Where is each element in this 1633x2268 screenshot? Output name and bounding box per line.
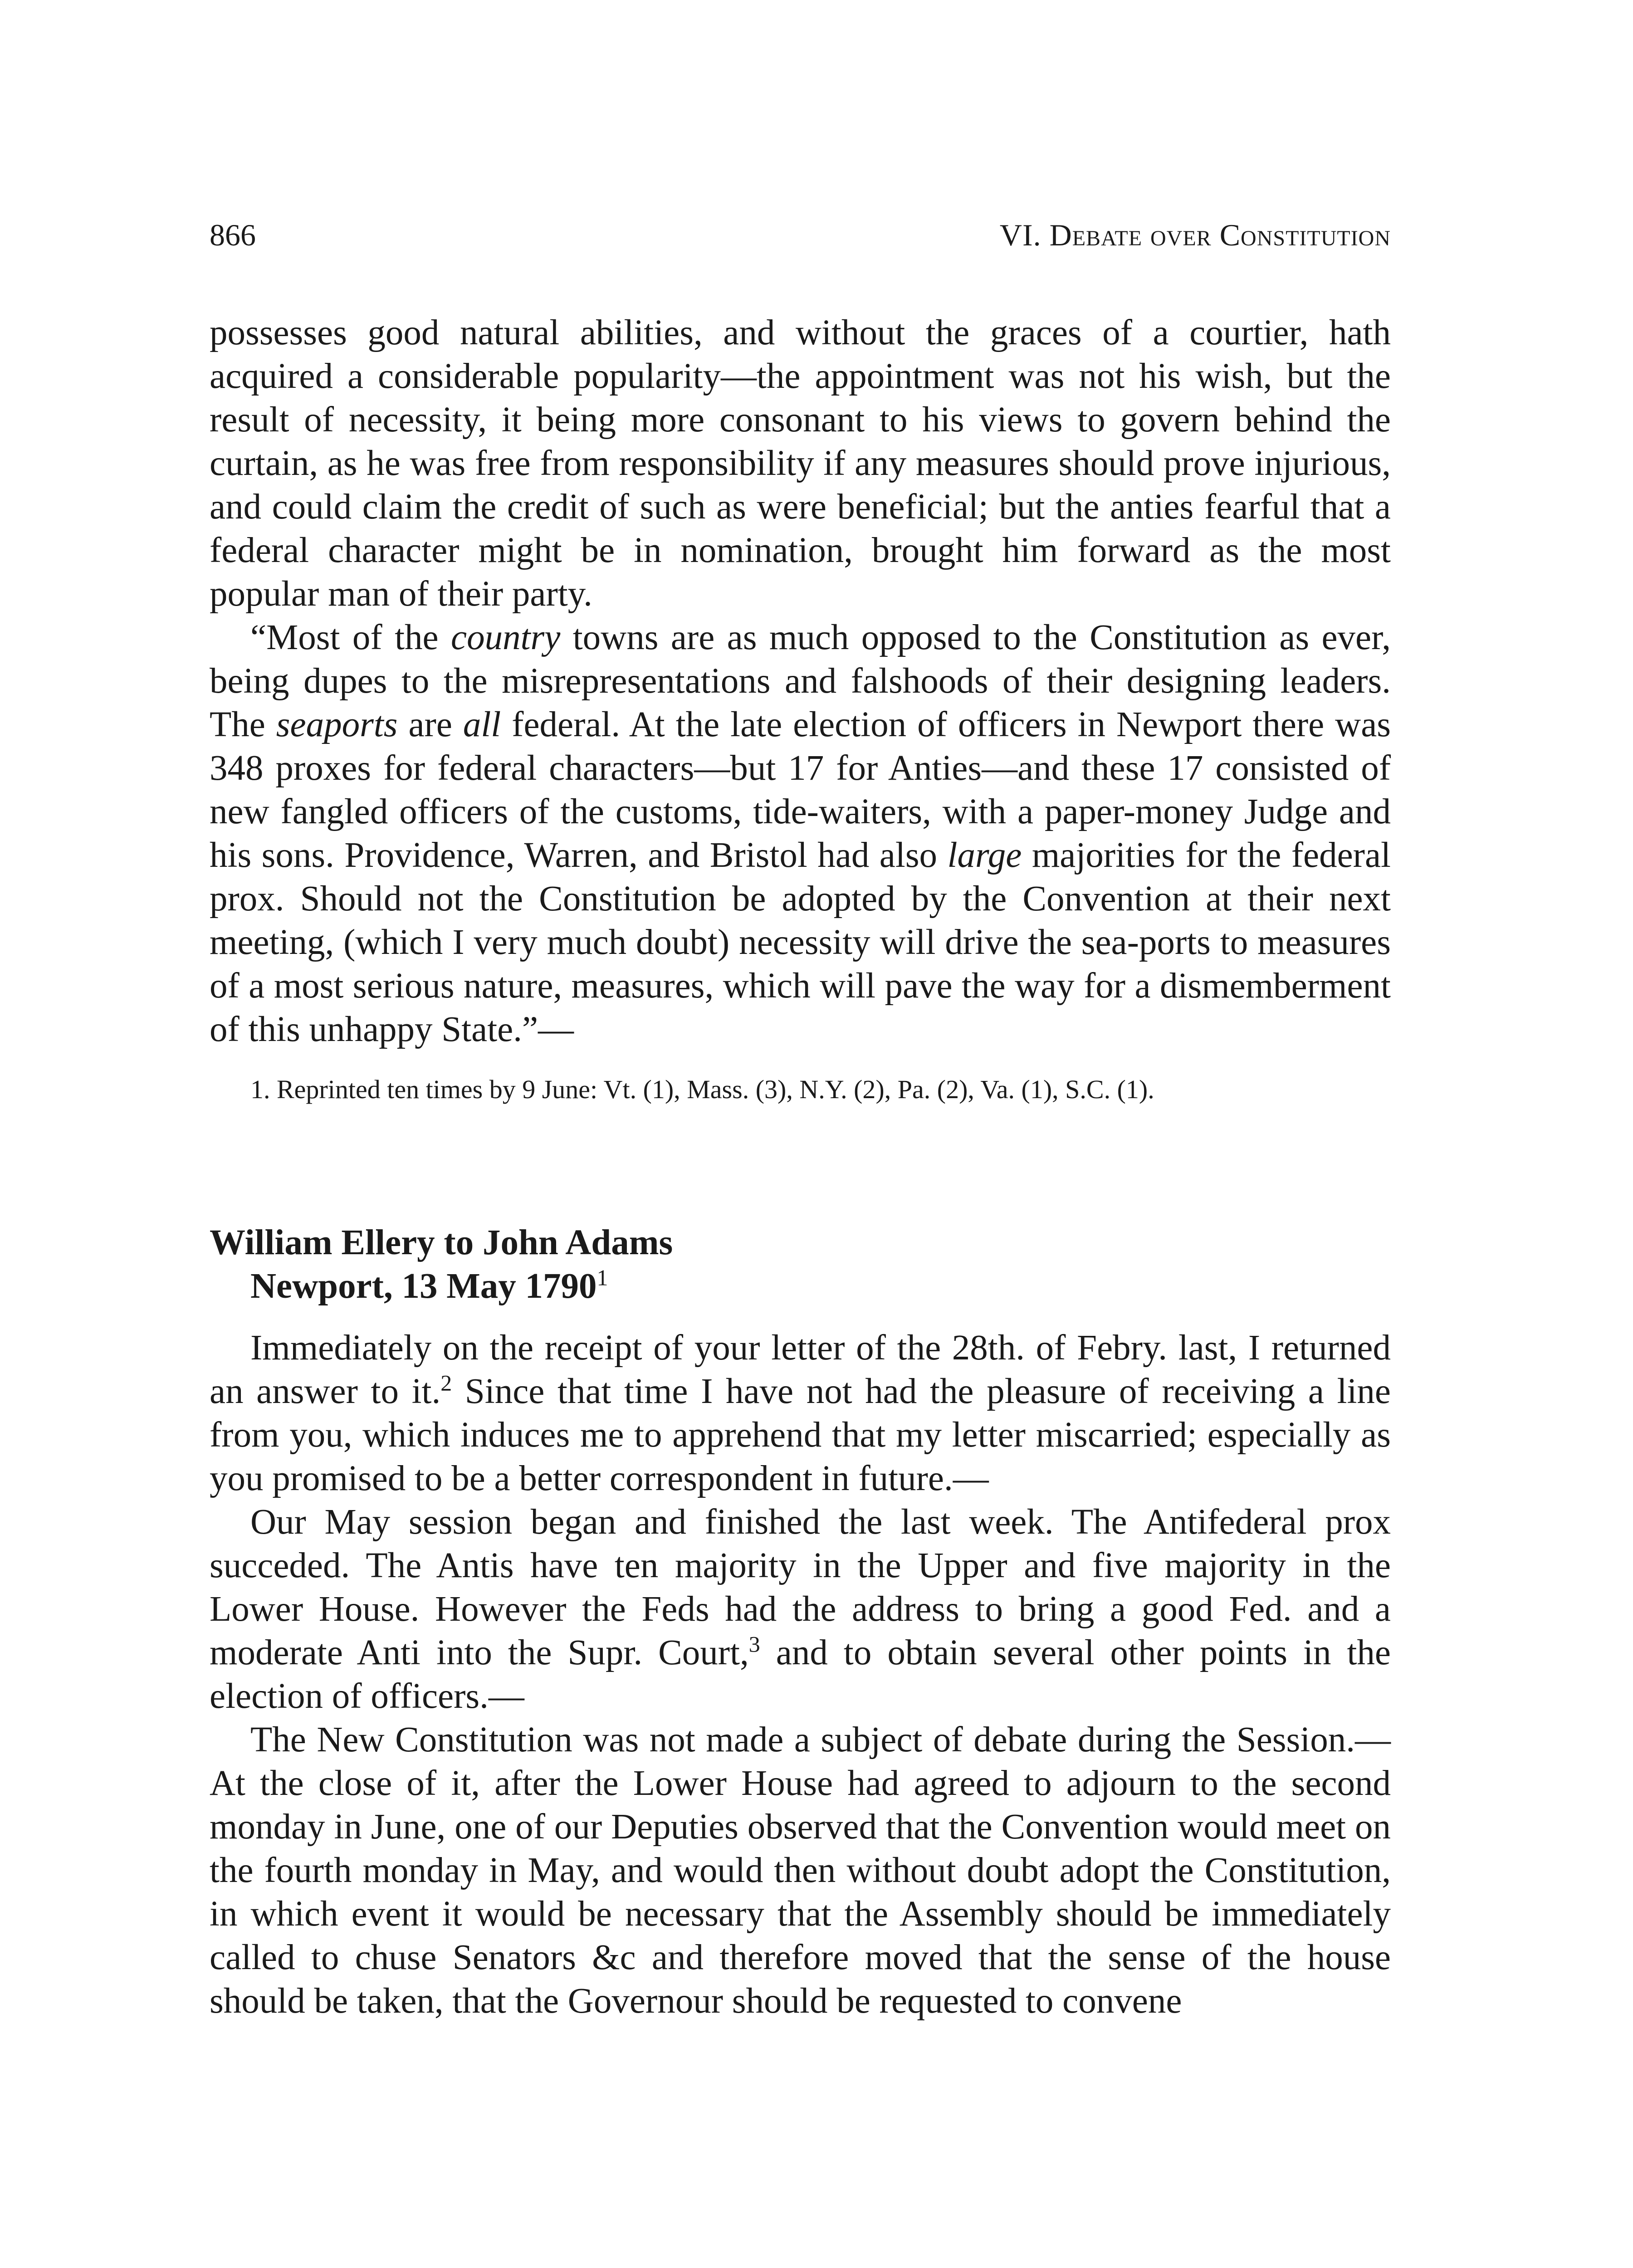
footnote-ref: 2 — [440, 1370, 452, 1396]
paragraph: Our May session began and finished the last week. The Antifederal prox succeded. The Antis have ten majority in the Upper and five majority in the Lower House. However the Feds had the address to bring a good Fed. and a moderate Anti into the Supr. Court,$^3$ and to obtain several other points in the election of officers.— — [210, 1502, 1391, 1716]
letter-text — [210, 1326, 1391, 2023]
italic-text: seaports — [276, 705, 398, 744]
letter-dateline: Newport, 13 May 1790$^1$ — [250, 1265, 608, 1306]
italic-text: large — [947, 836, 1022, 875]
letter-title: William Ellery to John Adams — [210, 1223, 673, 1262]
paragraph: The New Constitution was not made a subject of debate during the Session.—At the close of it, after the Lower House had agreed to adjourn to the second monday in June, one of our Deputies observed that the Convention would meet on the fourth monday in May, and would then without doubt adopt the Constitution, in which event it would be necessary that the Assembly should be immediately called to chuse Senators &c and therefore moved that the sense of the house should be taken, that the Governour should be requested to convene — [210, 1720, 1391, 2021]
running-title: VI. Debate over Constitution — [999, 218, 1391, 252]
italic-text: all — [463, 705, 501, 744]
continuation-text — [210, 311, 1391, 1051]
footnote: 1. Reprinted ten times by 9 June: Vt. (1), Mass. (3), N.Y. (2), Pa. (2), Va. (1), S.C. (1). — [250, 1075, 1154, 1104]
page-number: 866 — [210, 218, 256, 252]
footnote-ref: 3 — [748, 1631, 760, 1657]
running-head — [210, 213, 1391, 257]
document-heading — [210, 1221, 1391, 1308]
paragraph: Immediately on the receipt of your letter of the 28th. of Febry. last, I returned an answer to it.$^2$ Since that time I have not had the pleasure of receiving a line from you, which induces me to apprehend that my letter miscarried; especially as you promised to be a better correspondent in future.— — [210, 1328, 1391, 1498]
paragraph: possesses good natural abilities, and without the graces of a courtier, hath acquired a considerable popularity—the appointment was not his wish, but the result of necessity, it being more consonant to his views to govern behind the curtain, as he was free from responsibility if any measures should prove injurious, and could claim the credit of such as were beneficial; but the anties fearful that a federal character might be in nomination, brought him forward as the most popular man of their party. — [210, 313, 1391, 614]
footnote-ref: 1 — [596, 1265, 608, 1290]
document-page — [210, 213, 1391, 2023]
italic-text: country — [451, 618, 561, 657]
paragraph: “Most of the country towns are as much opposed to the Constitution as ever, being dupes to the misrepresentations and falshoods of their designing leaders. The seaports are all federal. At the late election of officers in Newport there was 348 proxes for federal characters—but 17 for Anties—and these 17 consisted of new fangled officers of the customs, tide-waiters, with a paper-money Judge and his sons. Providence, Warren, and Bristol had also large majorities for the federal prox. Should not the Constitution be adopted by the Convention at their next meeting, (which I very much doubt) necessity will drive the sea-ports to measures of a most serious nature, measures, which will pave the way for a dismemberment of this unhappy State.”— — [210, 618, 1391, 1049]
